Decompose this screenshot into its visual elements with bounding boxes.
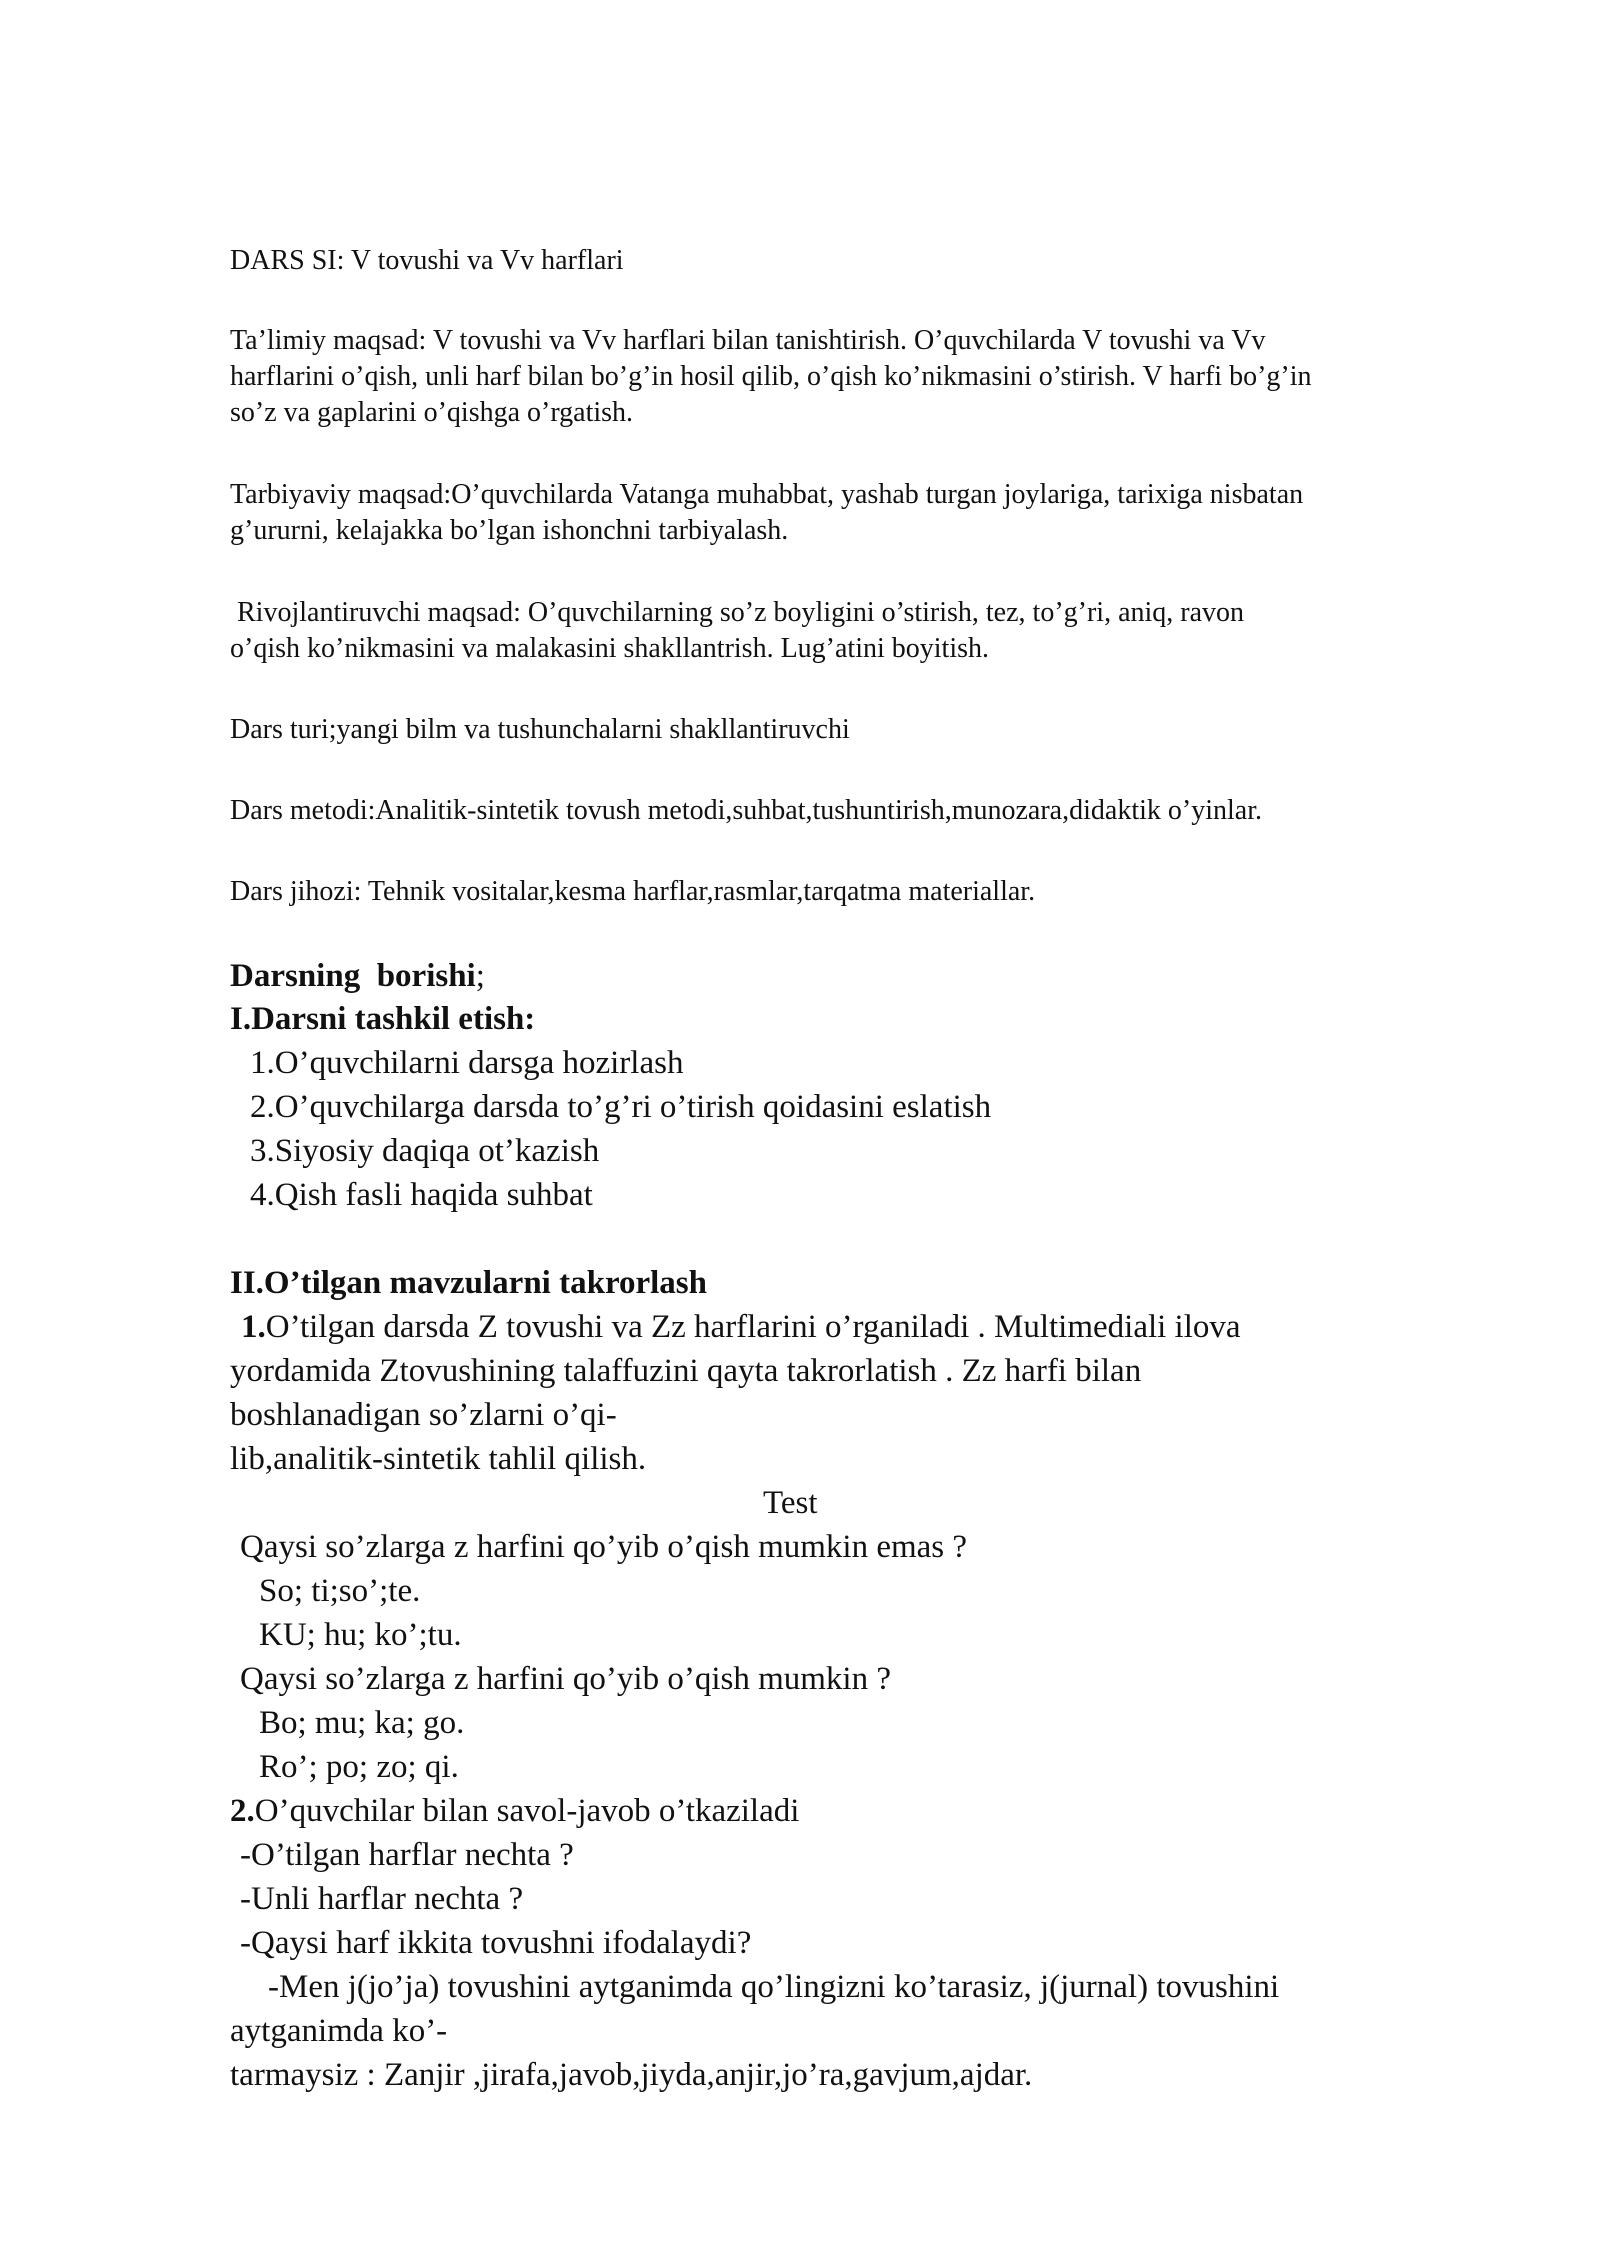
item-1-line-4: lib,analitik-sintetik tahlil qilish. (230, 1441, 647, 1477)
final-line-2: aytganimda ko’- (230, 2013, 448, 2049)
section-2-heading: II.O’tilgan mavzularni takrorlash (230, 1265, 708, 1301)
talimiy-line-3: so’z va gaplarini o’qishga o’rgatish. (230, 397, 634, 428)
question-3: -Qaysi harf ikkita tovushni ifodalaydi? (240, 1925, 752, 1961)
dars-metodi: Dars metodi:Analitik-sintetik tovush metodi,suhbat,tushuntirish,munozara,didaktik o’yinlar. (230, 795, 1262, 826)
test-question-1: Qaysi so’zlarga z harfini qo’yib o’qish mumkin emas ? (240, 1529, 968, 1565)
talimiy-line-1: Ta’limiy maqsad: V tovushi va Vv harflari bilan tanishtirish. O’quvchilarda V tovushi va Vv (230, 325, 1266, 356)
section-1-item-3: 3.Siyosiy daqiqa ot’kazish (250, 1133, 600, 1169)
question-2: -Unli harflar nechta ? (240, 1881, 524, 1917)
final-line-1: -Men j(jo’ja) tovushini aytganimda qo’lingizni ko’tarasiz, j(jurnal) tovushini (268, 1969, 1280, 2005)
section-1-item-2: 2.O’quvchilarga darsda to’g’ri o’tirish qoidasini eslatish (250, 1089, 992, 1125)
item-2-line (230, 1795, 799, 1828)
rivojlantiruvchi-line-2: o’qish ko’nikmasini va malakasini shakllantrish. Lug’atini boyitish. (230, 633, 990, 664)
test-question-2: Qaysi so’zlarga z harfini qo’yib o’qish mumkin ? (240, 1661, 891, 1697)
section-1-item-1: 1.O’quvchilarni darsga hozirlash (250, 1045, 684, 1081)
tarbiyaviy-line-2: g’ururni, kelajakka bo’lgan ishonchni tarbiyalash. (230, 515, 789, 546)
item-1-text: O’tilgan darsda Z tovushi va Zz harflarini o’rganiladi . Multimediali ilova (265, 1309, 1241, 1345)
lesson-title: DARS SI: V tovushi va Vv harflari (230, 245, 624, 276)
item-2-number: 2. (230, 1793, 255, 1829)
borishi-heading (230, 960, 485, 993)
talimiy-line-2: harflarini o’qish, unli harf bilan bo’g’in hosil qilib, o’qish ko’nikmasini o’stirish. V harfi bo’g’in (230, 361, 1312, 392)
final-line-3: tarmaysiz : Zanjir ,jirafa,javob,jiyda,anjir,jo’ra,gavjum,ajdar. (230, 2057, 1033, 2093)
borishi-heading-tail: ; (475, 958, 485, 994)
borishi-heading-bold: Darsning borishi (230, 958, 476, 994)
dars-turi: Dars turi;yangi bilm va tushunchalarni shakllantiruvchi (230, 714, 850, 745)
item-1-number: 1. (241, 1309, 266, 1345)
test-question-2-answer-2: Ro’; po; zo; qi. (259, 1749, 459, 1785)
section-1-item-4: 4.Qish fasli haqida suhbat (250, 1177, 593, 1213)
item-1-line-1 (241, 1311, 1241, 1344)
test-question-1-answer-1: So; ti;so’;te. (259, 1573, 421, 1609)
item-1-line-3: boshlanadigan so’zlarni o’qi- (230, 1397, 617, 1433)
test-question-2-answer-1: Bo; mu; ka; go. (259, 1705, 465, 1741)
test-question-1-answer-2: KU; hu; ko’;tu. (259, 1617, 462, 1653)
item-2-text: O’quvchilar bilan savol-javob o’tkaziladi (254, 1793, 800, 1829)
dars-jihozi: Dars jihozi: Tehnik vositalar,kesma harflar,rasmlar,tarqatma materiallar. (230, 876, 1036, 907)
test-label: Test (763, 1485, 818, 1521)
rivojlantiruvchi-line-1: Rivojlantiruvchi maqsad: O’quvchilarning so’z boyligini o’stirish, tez, to’g’ri, aniq, ravon (230, 597, 1245, 628)
question-1: -O’tilgan harflar nechta ? (240, 1837, 574, 1873)
tarbiyaviy-line-1: Tarbiyaviy maqsad:O’quvchilarda Vatanga muhabbat, yashab turgan joylariga, tarixiga nisbatan (230, 479, 1304, 510)
item-1-line-2: yordamida Ztovushining talaffuzini qayta takrorlatish . Zz harfi bilan (230, 1353, 1142, 1389)
section-1-heading: I.Darsni tashkil etish: (230, 1001, 536, 1037)
